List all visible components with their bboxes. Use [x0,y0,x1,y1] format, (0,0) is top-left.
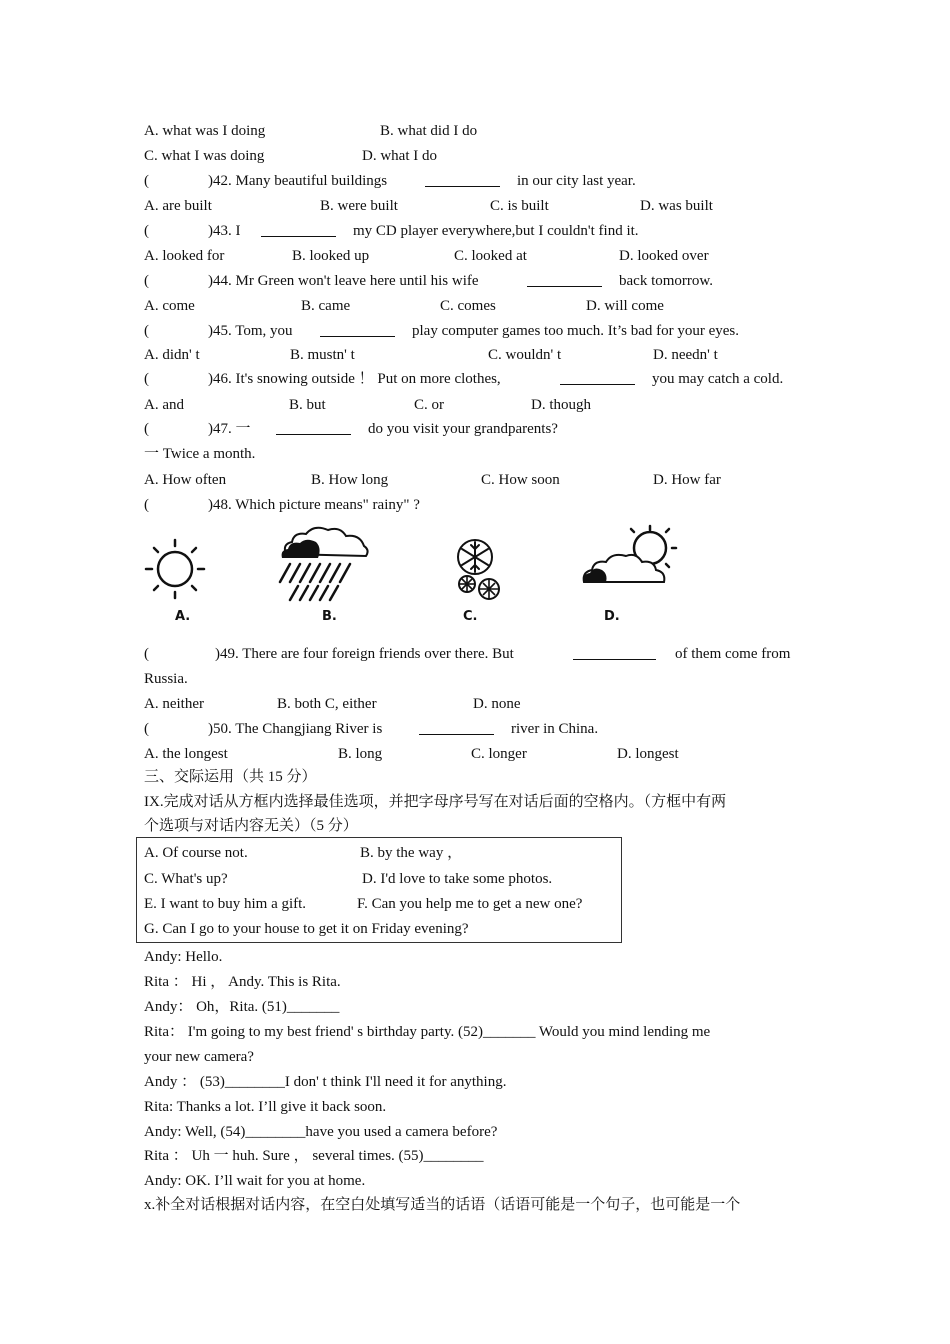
q41-option-c: C. what I was doing [144,148,265,164]
dialogue-line: Rita: Thanks a lot. I’ll give it back soon. [144,1099,387,1115]
q49-tail: of them come from [675,646,791,662]
dialogue-line: Rita： I'm going to my best friend' s birthday party. (52)_______ Would you mind lending me [144,1024,711,1040]
q50-blank[interactable] [419,720,494,740]
q49-option-b: B. both C, either [277,696,377,712]
q43-option-d: D. looked over [619,248,709,264]
q45-option-c: C. wouldn' t [488,347,562,363]
q42-option-b: B. were built [320,198,398,214]
snowflake-icon[interactable] [451,537,503,603]
picture-label-b: B. [322,609,337,624]
q42-blank[interactable] [425,172,500,192]
q48-stem: )48. Which picture means" rainy" ? [208,497,420,513]
picture-label-a: A. [175,609,191,624]
q46-stem: )46. It's snowing outside ！ Put on more clothes, [208,371,501,387]
q43-option-c: C. looked at [454,248,527,264]
q45-option-a: A. didn' t [144,347,200,363]
box-option-a: A. Of course not. [144,845,248,861]
box-option-e: E. I want to buy him a gift. [144,896,307,912]
q42-option-c: C. is built [490,198,549,214]
q50-option-c: C. longer [471,746,527,762]
q47-blank[interactable] [276,420,351,440]
q45-blank[interactable] [320,322,395,342]
q44-option-d: D. will come [586,298,664,314]
q44-stem: )44. Mr Green won't leave here until his wife [208,273,479,289]
q47-reply: 一 Twice a month. [144,446,256,462]
q50-tail: river in China. [511,721,599,737]
q43-tail: my CD player everywhere,but I couldn't find it. [353,223,639,239]
q42-stem: )42. Many beautiful buildings [208,173,388,189]
dialogue-line: Andy ： (53)________I don' t think I'll need it for anything. [144,1074,507,1090]
q46-option-d: D. though [531,397,591,413]
q49-stem: )49. There are four foreign friends over there. But [215,646,514,662]
q49-option-d: D. none [473,696,521,712]
q42-option-d: D. was built [640,198,713,214]
q45-option-b: B. mustn' t [290,347,355,363]
box-option-b: B. by the way ， [360,845,463,861]
box-option-g: G. Can I go to your house to get it on Friday evening? [144,921,469,937]
box-option-c: C. What's up? [144,871,228,887]
dialogue-line: your new camera? [144,1049,254,1065]
section-heading: 三、交际运用（共 15 分） [144,769,317,785]
picture-label-d: D. [604,609,620,624]
dialogue-line: Andy: Hello. [144,949,223,965]
q47-tail: do you visit your grandparents? [368,421,558,437]
q47-option-d: D. How far [653,472,721,488]
ix-instruction-line1: IX.完成对话从方框内选择最佳选项，并把字母序号写在对话后面的空格内。（方框中有两 [144,794,727,810]
q44-option-a: A. come [144,298,195,314]
x-instruction: x.补全对话根据对话内容，在空白处填写适当的话语（话语可能是一个句子，也可能是一个 [144,1197,741,1213]
q46-blank[interactable] [560,370,635,390]
q43-option-b: B. looked up [292,248,370,264]
q46-paren: ( [144,371,149,387]
ix-instruction-line2: 个选项与对话内容无关）（5 分） [144,818,358,834]
q47-stem: )47. 一 [208,421,251,437]
q43-stem: )43. I [208,223,241,239]
q42-option-a: A. are built [144,198,212,214]
q46-option-c: C. or [414,397,444,413]
q41-option-a: A. what was I doing [144,123,266,139]
q47-option-c: C. How soon [481,472,560,488]
q46-option-a: A. and [144,397,184,413]
q47-option-b: B. How long [311,472,389,488]
dialogue-line: Andy： Oh，Rita. (51)_______ [144,999,340,1015]
q44-option-c: C. comes [440,298,496,314]
q50-option-a: A. the longest [144,746,228,762]
q45-stem: )45. Tom, you [208,323,293,339]
q50-option-d: D. longest [617,746,679,762]
box-option-d: D. I'd love to take some photos. [362,871,553,887]
q50-stem: )50. The Changjiang River is [208,721,383,737]
q42-tail: in our city last year. [517,173,636,189]
dialogue-line: Andy: Well, (54)________have you used a camera before? [144,1124,498,1140]
q44-blank[interactable] [527,272,602,292]
q43-blank[interactable] [261,222,336,242]
rain-cloud-icon[interactable] [276,524,372,608]
q43-option-a: A. looked for [144,248,225,264]
q44-option-b: B. came [301,298,351,314]
dialogue-line: Rita ： Hi ， Andy. This is Rita. [144,974,341,990]
q50-option-b: B. long [338,746,383,762]
q49-blank[interactable] [573,645,656,665]
dialogue-line: Rita ： Uh 一 huh. Sure ， several times. (55)________ [144,1148,484,1164]
q46-option-b: B. but [289,397,326,413]
picture-label-c: C. [463,609,478,624]
q47-option-a: A. How often [144,472,227,488]
sun-icon[interactable] [143,537,207,601]
q48-paren: ( [144,497,149,513]
q47-paren: ( [144,421,149,437]
q45-option-d: D. needn' t [653,347,718,363]
q43-paren: ( [144,223,149,239]
q41-option-b: B. what did I do [380,123,478,139]
q49-continuation: Russia. [144,671,188,687]
q49-option-a: A. neither [144,696,204,712]
dialogue-line: Andy: OK. I’ll wait for you at home. [144,1173,366,1189]
cloudy-sun-icon[interactable] [580,524,680,588]
q44-paren: ( [144,273,149,289]
q49-paren: ( [144,646,149,662]
q44-tail: back tomorrow. [619,273,713,289]
box-option-f: F. Can you help me to get a new one? [357,896,583,912]
q42-paren: ( [144,173,149,189]
q46-tail: you may catch a cold. [652,371,784,387]
q41-option-d: D. what I do [362,148,437,164]
q45-paren: ( [144,323,149,339]
q50-paren: ( [144,721,149,737]
q45-tail: play computer games too much. It’s bad for your eyes. [412,323,739,339]
